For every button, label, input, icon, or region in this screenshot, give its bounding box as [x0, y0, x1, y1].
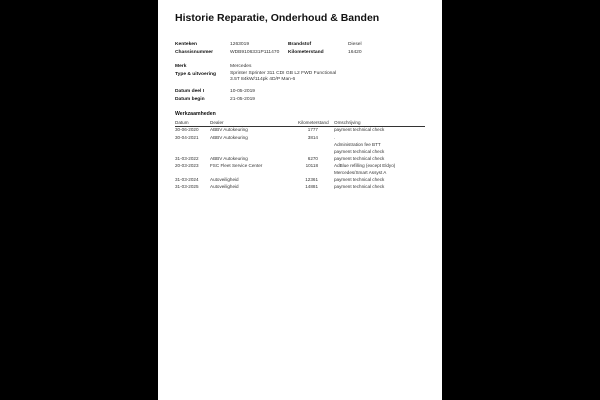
- row-datum: 31-03-2025: [175, 184, 199, 189]
- row-datum: 20-03-2023: [175, 163, 199, 168]
- col-header-kilometerstand: Kilometerstand: [298, 120, 329, 125]
- document-title: Historie Reparatie, Onderhoud & Banden: [175, 12, 380, 24]
- col-header-dealer: Dealer: [210, 120, 224, 125]
- werkzaamheden-heading: Werkzaamheden: [175, 111, 216, 117]
- row-dealer: ABBV Autokeuring: [210, 135, 248, 140]
- datum-deel-1-value: 10-05-2019: [230, 89, 256, 94]
- kenteken-value: 1263019: [230, 42, 250, 47]
- row-kilometerstand: 6270: [307, 156, 318, 161]
- kilometerstand-value: 16420: [348, 50, 362, 55]
- row-datum: 30-06-2020: [175, 127, 199, 132]
- datum-begin-label: Datum begin: [175, 97, 205, 102]
- col-header-datum: Datum: [175, 120, 189, 125]
- row-omschrijving: payment technical check: [334, 149, 385, 154]
- row-dealer: Autoveiligheid: [210, 177, 239, 182]
- brandstof-label: Brandstof: [288, 42, 312, 47]
- row-kilometerstand: 12361: [305, 177, 318, 182]
- row-omschrijving: Administration fee BTT: [334, 142, 381, 147]
- row-omschrijving: .: [334, 135, 336, 140]
- chassis-value: WDB9106331P111470: [230, 50, 280, 55]
- row-datum: 31-03-2022: [175, 156, 199, 161]
- kenteken-label: Kenteken: [175, 42, 198, 47]
- row-omschrijving: payment technical check: [334, 127, 385, 132]
- row-kilometerstand: 1777: [307, 127, 318, 132]
- row-dealer: FSC Fleet Service Center: [210, 163, 263, 168]
- document-page: [158, 0, 442, 400]
- row-kilometerstand: 14881: [305, 184, 318, 189]
- row-kilometerstand: 10118: [305, 163, 318, 168]
- row-omschrijving: payment technical check: [334, 156, 385, 161]
- row-dealer: Autoveiligheid: [210, 184, 239, 189]
- row-omschrijving: Mercedes/Smart Assyst A: [334, 170, 387, 175]
- row-kilometerstand: 3814: [307, 135, 318, 140]
- brandstof-value: Diesel: [348, 42, 362, 47]
- kilometerstand-label: Kilometerstand: [288, 50, 324, 55]
- row-omschrijving: payment technical check: [334, 177, 385, 182]
- row-datum: 30-04-2021: [175, 135, 199, 140]
- type-label: Type & uitvoering: [175, 72, 216, 77]
- chassis-label: Chassisnummer: [175, 50, 214, 55]
- row-omschrijving: payment technical check: [334, 184, 385, 189]
- row-datum: 31-03-2024: [175, 177, 199, 182]
- merk-label: Merk: [175, 64, 187, 69]
- col-header-omschrijving: Omschrijving: [334, 120, 361, 125]
- datum-deel-1-label: Datum deel I: [175, 89, 205, 94]
- type-value: Sprinter Sprinter 311 CDI GB L2 FWD Functional 3.5T 84kW/114pk 4D/P Man-6: [230, 71, 337, 82]
- datum-begin-value: 21-05-2019: [230, 97, 256, 102]
- merk-value: Mercedes: [230, 64, 252, 69]
- row-dealer: ABBV Autokeuring: [210, 156, 248, 161]
- row-dealer: ABBV Autokeuring: [210, 127, 248, 132]
- row-omschrijving: AdBlue refilling (except Eldyo): [334, 163, 396, 168]
